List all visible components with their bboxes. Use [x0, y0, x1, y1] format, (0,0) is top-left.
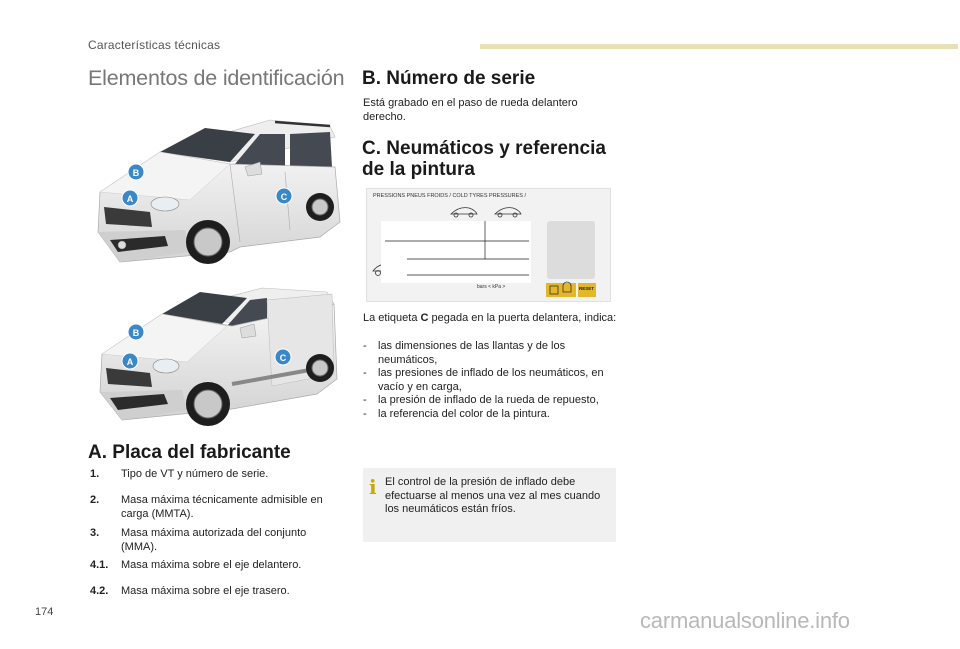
item-text: Masa máxima autorizada del conjunto (MMA). [121, 527, 307, 553]
watermark: carmanualsonline.info [640, 608, 850, 633]
header-accent-bar [480, 44, 958, 49]
bullet-item: - la referencia del color de la pintura. [363, 407, 550, 420]
marker-a-2 [122, 353, 138, 369]
section-c-heading-line1: C. Neumáticos y referencia [362, 138, 606, 159]
bullet-item: - las dimensiones de las llantas y de los neumáticos, [363, 340, 566, 366]
tyre-label-units: bars < kPa > [477, 284, 506, 290]
bullet-item: - las presiones de inflado de los neumáticos, en vacío y en carga, [363, 367, 604, 393]
section-b-heading: B. Número de serie [362, 68, 536, 89]
svg-text:A: A [126, 357, 134, 367]
section-c-heading-line2: de la pintura [362, 159, 475, 180]
section-b-text: Está grabado en el paso de rueda delantero derecho. [363, 97, 578, 123]
svg-text:B: B [132, 168, 140, 178]
section-c-intro [363, 312, 618, 326]
item-number: 1. [90, 468, 100, 480]
item-number: 4.1. [90, 559, 109, 571]
svg-text:A: A [126, 194, 134, 204]
car-illustration-mpv [80, 112, 350, 277]
svg-text:B: B [132, 328, 140, 338]
car-illustration-van [82, 284, 352, 434]
tyre-pressure-label [366, 188, 611, 302]
marker-c-1 [276, 188, 292, 204]
page-number: 174 [35, 606, 54, 618]
tyre-label-header: PRESSIONS PNEUS FROIDS / COLD TYRES PRESSURES / [373, 193, 527, 199]
item-text: Masa máxima técnicamente admisible en carga (MMTA). [121, 494, 323, 520]
item-number: 2. [90, 494, 100, 506]
svg-text:C: C [280, 192, 288, 202]
intro-text: La etiqueta C pegada en la puerta delantera, indica: [363, 312, 617, 324]
marker-b-1 [128, 164, 144, 180]
info-text: El control de la presión de inflado debe efectuarse al menos una vez al mes cuando los neumáticos están fríos. [385, 476, 601, 515]
item-text: Tipo de VT y número de serie. [121, 468, 269, 480]
info-box [363, 468, 616, 542]
section-c-bullets [363, 340, 618, 421]
item-text: Masa máxima sobre el eje trasero. [121, 585, 290, 597]
svg-text:C: C [279, 353, 287, 363]
item-number: 4.2. [90, 585, 109, 597]
tyre-label-reset: RESET [579, 286, 595, 291]
bullet-item: - la presión de inflado de la rueda de repuesto, [363, 394, 599, 406]
marker-a-1 [122, 190, 138, 206]
marker-b-2 [128, 324, 144, 340]
marker-c-2 [275, 349, 291, 365]
item-text: Masa máxima sobre el eje delantero. [121, 559, 302, 571]
page-title: Elementos de identificación [88, 66, 345, 90]
section-a-heading: A. Placa del fabricante [88, 442, 291, 463]
item-number: 3. [90, 527, 100, 539]
section-header: Características técnicas [88, 38, 221, 52]
info-icon: i [369, 475, 377, 499]
